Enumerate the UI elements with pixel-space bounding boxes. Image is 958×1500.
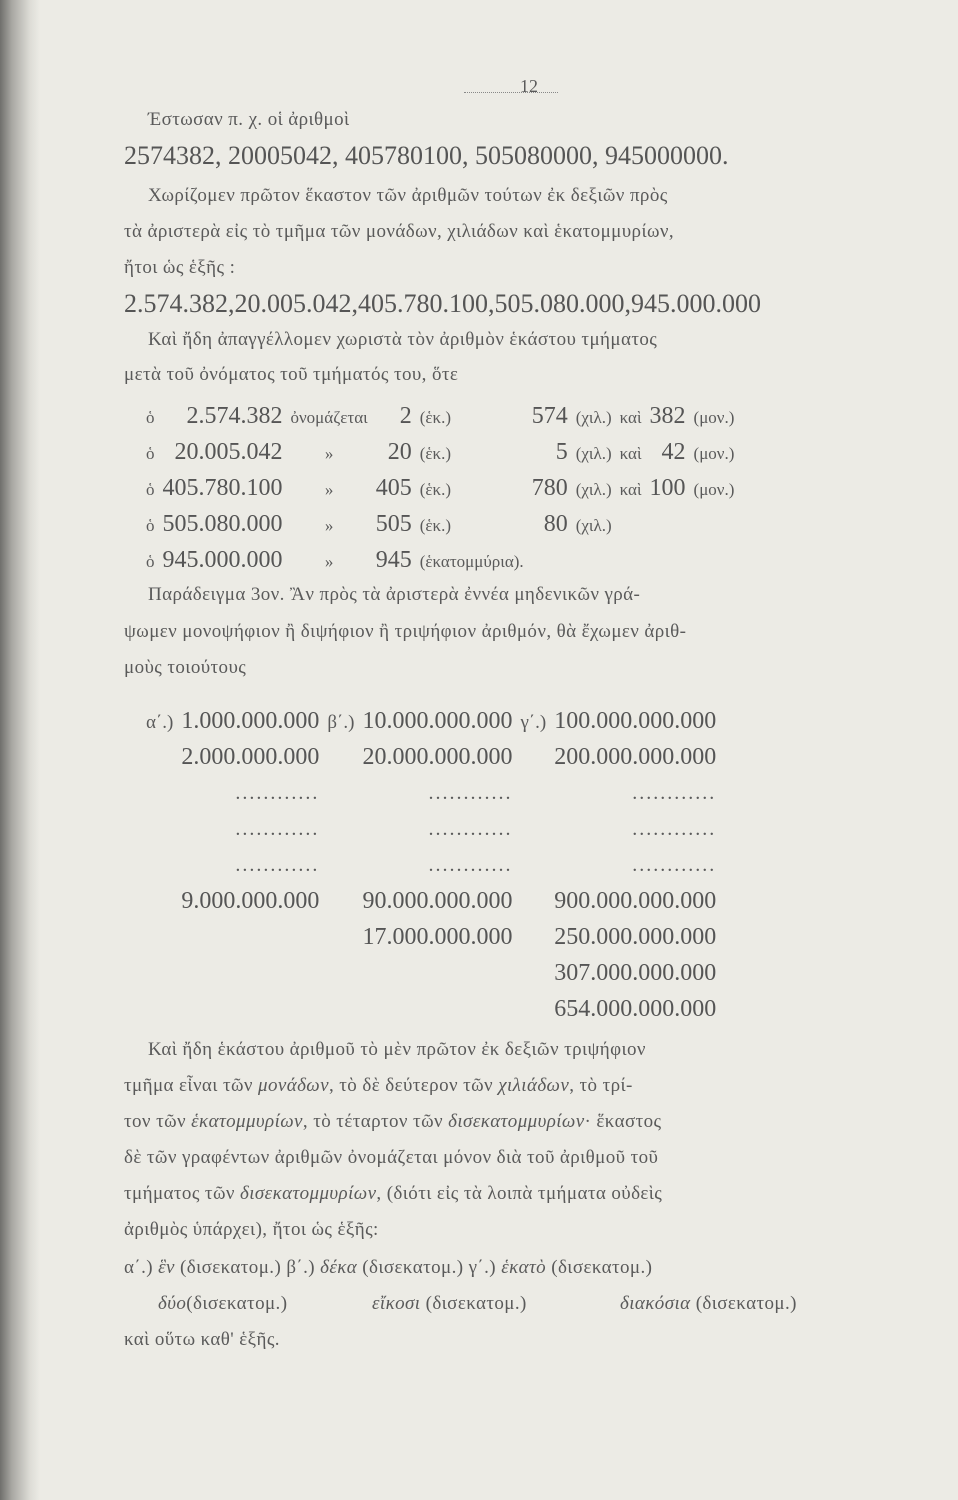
para2-line: μετὰ τοῦ ὀνόματος τοῦ τμήματός του, ὅτε [124,364,459,385]
ellipsis-row: ............ [235,782,320,804]
ditto-mark: » [324,480,334,499]
page-number: 12 [520,76,538,96]
article: ὁ [146,552,155,571]
thousands-value: 80 [543,511,568,537]
thousands-unit: (χιλ.) [575,516,612,535]
word-dyo: δύο [158,1293,187,1314]
names-row-2c [620,1292,797,1316]
naming-table [146,398,734,578]
text-run: , τὸ τρί- [569,1075,633,1096]
ellipsis-row: ............ [632,854,717,876]
thousands-value: 5 [555,439,568,465]
para4-line [124,1110,661,1134]
emphasis: χιλιάδων [498,1075,570,1096]
text-run: · ἕκαστος [584,1111,662,1132]
word-ekato: ἑκατὸ [501,1257,547,1278]
number: 505.080.000 [162,511,283,537]
unit: (δισεκατομ.) [695,1293,797,1314]
para4-line [124,1182,662,1206]
ellipsis-row: ............ [632,782,717,804]
thousands-unit: (χιλ.) [575,480,612,499]
para4-line [124,1146,658,1170]
millions-value: 405 [375,475,412,501]
example-label: γ΄.) [520,712,547,733]
closing-line: καὶ οὕτω καθ' ἑξῆς. [124,1329,280,1350]
ellipsis-row: ............ [428,782,513,804]
verb-label: ὀνομάζεται [290,408,368,427]
emphasis: δισεκατομμυρίων [448,1111,585,1132]
word-eikosi: εἴκοσι [372,1293,421,1314]
thousands-value: 780 [531,475,568,501]
example-number: 654.000.000.000 [554,996,717,1022]
ditto-mark: » [324,444,334,463]
article: ὁ [146,408,155,427]
example-number: 200.000.000.000 [554,744,717,770]
text-run: Καὶ ἤδη ἑκάστου ἀριθμοῦ τὸ μὲν πρῶτον ἐκ δεξιῶν τριψήφιον [148,1039,646,1060]
ditto-mark: » [324,516,334,535]
number: 945.000.000 [162,547,283,573]
word-diakosia: διακόσια [620,1293,691,1314]
emphasis: δισεκατομμυρίων [240,1183,377,1204]
conjunction: καὶ [619,480,642,499]
thousands-unit: (χιλ.) [575,444,612,463]
emphasis: μονάδων [258,1075,329,1096]
units-value: 382 [649,403,686,429]
units-unit: (μον.) [693,480,735,499]
numbers-plain: 2574382, 20005042, 405780100, 505080000, 945000000. [124,141,729,170]
example-number: 307.000.000.000 [554,960,717,986]
ellipsis-row: ............ [235,854,320,876]
conjunction: καὶ [619,444,642,463]
example-number: 250.000.000.000 [554,924,717,950]
example-number: 1.000.000.000 [181,708,320,734]
text-run: δὲ τῶν γραφέντων ἀριθμῶν ὀνομάζεται μόνον διὰ τοῦ ἀριθμοῦ τοῦ [124,1147,659,1168]
example-number: 900.000.000.000 [554,888,717,914]
numbers-grouped: 2.574.382,20.005.042,405.780.100,505.080.000,945.000.000 [124,289,761,318]
example-number: 90.000.000.000 [362,888,513,914]
scan-edge-shadow [0,0,40,1500]
intro-line: Έστωσαν π. χ. οἱ ἀριθμοὶ [148,109,350,130]
millions-value: 20 [387,439,412,465]
conjunction: καὶ [619,408,642,427]
para4-line [124,1074,633,1098]
article: ὁ [146,516,155,535]
text-run: , τὸ δὲ δεύτερον τῶν [328,1075,499,1096]
text-run: , (διότι εἰς τὰ λοιπὰ τμήματα οὐδεὶς [376,1183,663,1204]
label-b: (δισεκατομ.) β΄.) [174,1257,321,1278]
para1-line: ἤτοι ὡς ἑξῆς : [124,257,236,278]
ditto-mark: » [324,552,334,571]
example-number: 10.000.000.000 [362,708,513,734]
header-rule [464,92,558,93]
millions-unit: (ἑκατομμύρια). [419,552,524,571]
millions-unit: (ἑκ.) [419,408,451,427]
para3-line: μοὺς τοιούτους [124,657,247,678]
word-deka: δέκα [320,1257,358,1278]
number: 20.005.042 [174,439,283,465]
label-c: (δισεκατομ.) γ΄.) [357,1257,502,1278]
names-row-1 [124,1256,652,1280]
millions-unit: (ἑκ.) [419,444,451,463]
millions-value: 945 [375,547,412,573]
units-unit: (μον.) [693,408,735,427]
para3-line: ψωμεν μονοψήφιον ἢ διψήφιον ἢ τριψήφιον ἀριθμόν, θὰ ἔχωμεν ἀριθ- [124,621,687,642]
text-run: , τὸ τέταρτον τῶν [302,1111,449,1132]
text-run: τμήματος τῶν [124,1183,240,1204]
unit: (δισεκατομ.) [425,1293,527,1314]
names-row-2 [158,1292,287,1316]
text-run: τμῆμα εἶναι τῶν [124,1075,259,1096]
para4-line [124,1218,379,1242]
ellipsis-row: ............ [632,818,717,840]
example-label: β΄.) [327,712,355,733]
example-number: 2.000.000.000 [181,744,320,770]
number: 2.574.382 [186,403,283,429]
millions-value: 505 [375,511,412,537]
para2-line: Καὶ ἤδη ἀπαγγέλλομεν χωριστὰ τὸν ἀριθμὸν ἑκάστου τμήματος [148,329,658,350]
example-number: 100.000.000.000 [554,708,717,734]
units-value: 100 [649,475,686,501]
unit: (δισεκατομ.) [546,1257,653,1278]
article: ὁ [146,444,155,463]
ellipsis-row: ............ [235,818,320,840]
names-row-2b [372,1292,527,1316]
millions-unit: (ἑκ.) [419,480,451,499]
number: 405.780.100 [162,475,283,501]
word-en: ἓν [158,1257,175,1278]
unit: (δισεκατομ.) [186,1293,288,1314]
millions-unit: (ἑκ.) [419,516,451,535]
text-run: τον τῶν [124,1111,192,1132]
ellipsis-row: ............ [428,818,513,840]
text-run: ἀριθμὸς ὑπάρχει), ἤτοι ὡς ἑξῆς: [124,1219,379,1240]
article: ὁ [146,480,155,499]
units-unit: (μον.) [693,444,735,463]
example-number: 17.000.000.000 [362,924,513,950]
para1-line: τὰ ἀριστερὰ εἰς τὸ τμῆμα τῶν μονάδων, χιλιάδων καὶ ἑκατομμυρίων, [124,221,675,242]
para1-line: Χωρίζομεν πρῶτον ἕκαστον τῶν ἀριθμῶν τούτων ἐκ δεξιῶν πρὸς [148,185,668,206]
example-label: α΄.) [146,712,174,733]
thousands-unit: (χιλ.) [575,408,612,427]
para4-line [148,1038,646,1062]
examples-table [146,703,716,1027]
thousands-value: 574 [531,403,568,429]
example-number: 9.000.000.000 [181,888,320,914]
label-a: α΄.) [124,1257,159,1278]
millions-value: 2 [399,403,412,429]
ellipsis-row: ............ [428,854,513,876]
units-value: 42 [661,439,686,465]
example-number: 20.000.000.000 [362,744,513,770]
para3-line: Παράδειγμα 3ον. Ἂν πρὸς τὰ ἀριστερὰ ἐννέα μηδενικῶν γρά- [148,584,641,605]
emphasis: ἑκατομμυρίων [191,1111,303,1132]
